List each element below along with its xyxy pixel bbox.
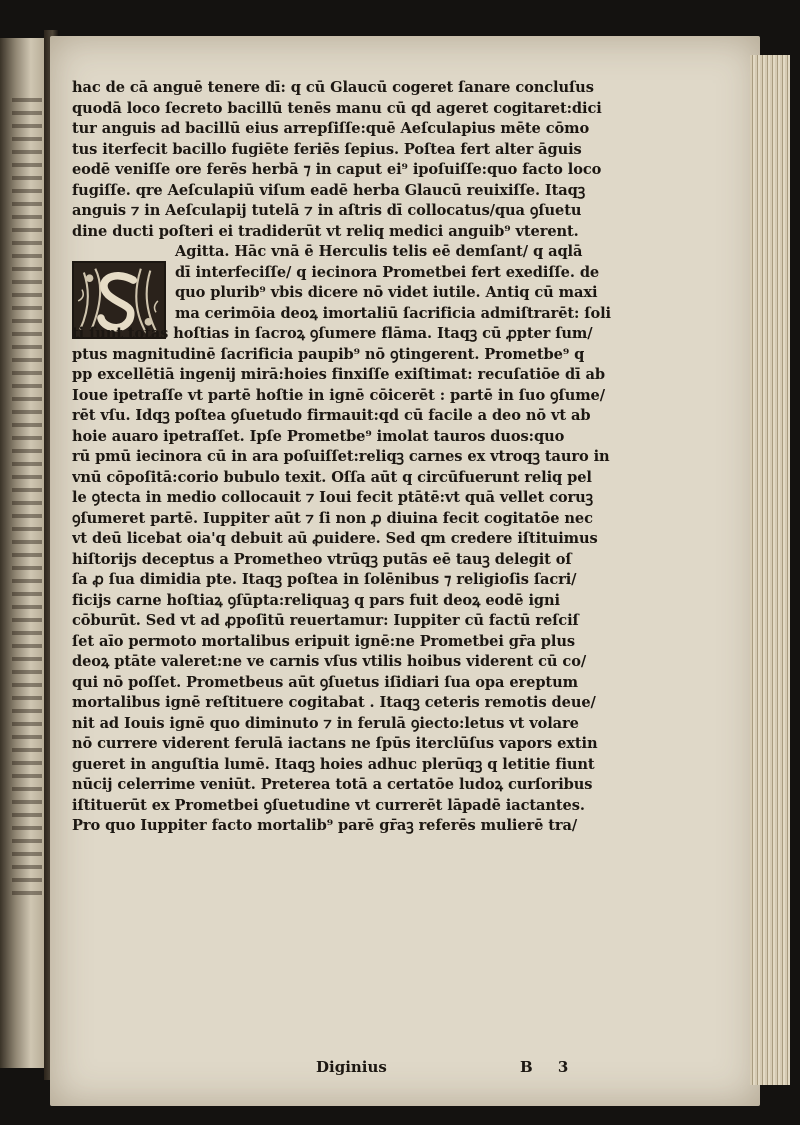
catchword: Diginius — [316, 1058, 387, 1076]
text-line: ma cerimōia deoꝝ imortaliū ſacrificia admiſtrarēt: ſoli — [175, 304, 611, 322]
text-line: pp excellētiā ingenij mirā:hoies finxiſſe exiſtimat: recuſatiōe dī ab — [72, 366, 605, 383]
text-line: cōburūt. Sed vt ad ꝓpoſitū reuertamur: Iuppiter cū factū reſciſ — [72, 612, 579, 629]
text-line: deoꝝ ptāte valeret:ne ve carnis vſus vtilis hoibus viderent cū co/ — [72, 653, 587, 670]
text-line: nūcij celerrime veniūt. Preterea totā a certatōe ludoꝝ curſoribus — [72, 776, 593, 793]
text-line: tur anguis ad bacillū eius arrepſiſſe:quē Aeſculapius mēte cōmo — [72, 120, 590, 137]
text-line: gueret in anguſtia lumē. Itaqꝫ hoies adhuc plerūqꝫ q letitie fiunt — [72, 755, 595, 773]
text-line: dī interfeciſſe/ q iecinora Prometbei fert exediſſe. de — [175, 263, 600, 281]
text-line: iſtituerūt ex Prometbei ꝯſuetudine vt currerēt lāpadē iactantes. — [72, 796, 585, 814]
text-line: dine ducti poſteri ei tradiderūt vt reliq medici anguib⁹ vterent. — [72, 222, 579, 240]
text-line: ficijs carne hoſtiaꝝ ꝯſūpta:reliquaꝫ q pars fuit deoꝝ eodē igni — [72, 591, 560, 609]
text-line: Agitta. Hāc vnā ē Herculis telis eē demſant/ q aqlā — [175, 243, 583, 260]
facing-page-edge — [0, 38, 44, 1068]
text-line: hoie auaro ipetraſſet. Ipſe Prometbe⁹ imolat tauros duos:quo — [72, 427, 565, 445]
text-line: vnū cōpoſitā:corio bubulo texit. Oſſa aūt q circūfuerunt reliq pel — [72, 468, 592, 486]
page-footer — [72, 1058, 632, 1082]
text-line: fugiſſe. qre Aeſculapiū viſum eadē herba Glaucū reuixiſſe. Itaqꝫ — [72, 181, 586, 199]
signature-mark: B 3 — [520, 1058, 579, 1076]
text-line: nō currere viderent ferulā iactans ne ſpūs iterclūſus vapors extin — [72, 735, 598, 752]
text-line: rū pmū iecinora cū in ara poſuiſſet:reliqꝫ carnes ex vtroqꝫ tauro in — [72, 448, 610, 465]
text-line: ptus magnitudinē ſacrificia paupib⁹ nō ꝯtingerent. Prometbe⁹ q — [72, 345, 585, 363]
text-line: quodā loco ſecreto bacillū tenēs manu cū qd ageret cogitaret:dici — [72, 99, 602, 117]
text-line: anguis ⁊ in Aeſculapij tutelā ⁊ in aſtris dī collocatus/qua ꝯſuetu — [72, 202, 582, 219]
text-line: mortalibus ignē reſtituere cogitabat . Itaqꝫ ceteris remotis deue/ — [72, 694, 596, 711]
text-line: Pro quo Iuppiter facto mortalib⁹ parē gr̄aꝫ referēs mulierē tra/ — [72, 817, 578, 834]
text-line: ſet aīo permoto mortalibus eripuit ignē:ne Prometbei gr̄a plus — [72, 632, 575, 650]
text-line: ti ſunt totas hoſtias in ſacroꝝ ꝯſumere flāma. Itaqꝫ cū ꝓpter ſum/ — [72, 325, 593, 342]
text-line: hac de cā anguē tenere dī: q cū Glaucū cogeret ſanare concluſus — [72, 79, 594, 96]
text-line: Ioue ipetraſſe vt partē hoſtie in ignē cōicerēt : partē in ſuo ꝯſume/ — [72, 386, 605, 404]
text-line: eodē veniſſe ore ferēs herbā ⁊ in caput ei⁹ ipoſuiſſe:quo facto loco — [72, 161, 602, 178]
text-line: qui nō poſſet. Prometbeus aūt ꝯſuetus iſidiari ſua opa ereptum — [72, 673, 578, 691]
text-line: vt deū licebat oia'q debuit aū ꝓuidere. Sed qm credere iſtituimus — [72, 530, 598, 547]
text-line: tus iterfecit bacillo fugiēte feriēs ſepius. Poſtea fert alter āguis — [72, 140, 582, 158]
text-line: ſa ꝓ ſua dimidia pte. Itaqꝫ poſtea in ſolēnibus ⁊ religioſis ſacri/ — [72, 571, 577, 588]
facing-page-text-fragment — [12, 98, 42, 898]
text-line: nit ad Iouis ignē quo diminuto ⁊ in ferulā ꝯiecto:letus vt volare — [72, 714, 579, 732]
text-line: rēt vſu. Idqꝫ poſtea ꝯſuetudo firmauit:qd cū facile a deo nō vt ab — [72, 407, 591, 424]
text-line: hiſtorijs deceptus a Prometheo vtrūqꝫ putās eē tauꝫ delegit oſ — [72, 550, 572, 568]
text-block — [72, 78, 632, 837]
text-line: ꝯſumeret partē. Iuppiter aūt ⁊ ſi non ꝓ diuina fecit cogitatōe nec — [72, 509, 593, 527]
text-line: quo plurib⁹ vbis dicere nō videt iutile. Antiq cū maxi — [175, 284, 598, 301]
text-line: le ꝯtecta in medio collocauit ⁊ Ioui fecit ptātē:vt quā vellet coruꝫ — [72, 489, 593, 506]
page-edges — [750, 55, 790, 1085]
